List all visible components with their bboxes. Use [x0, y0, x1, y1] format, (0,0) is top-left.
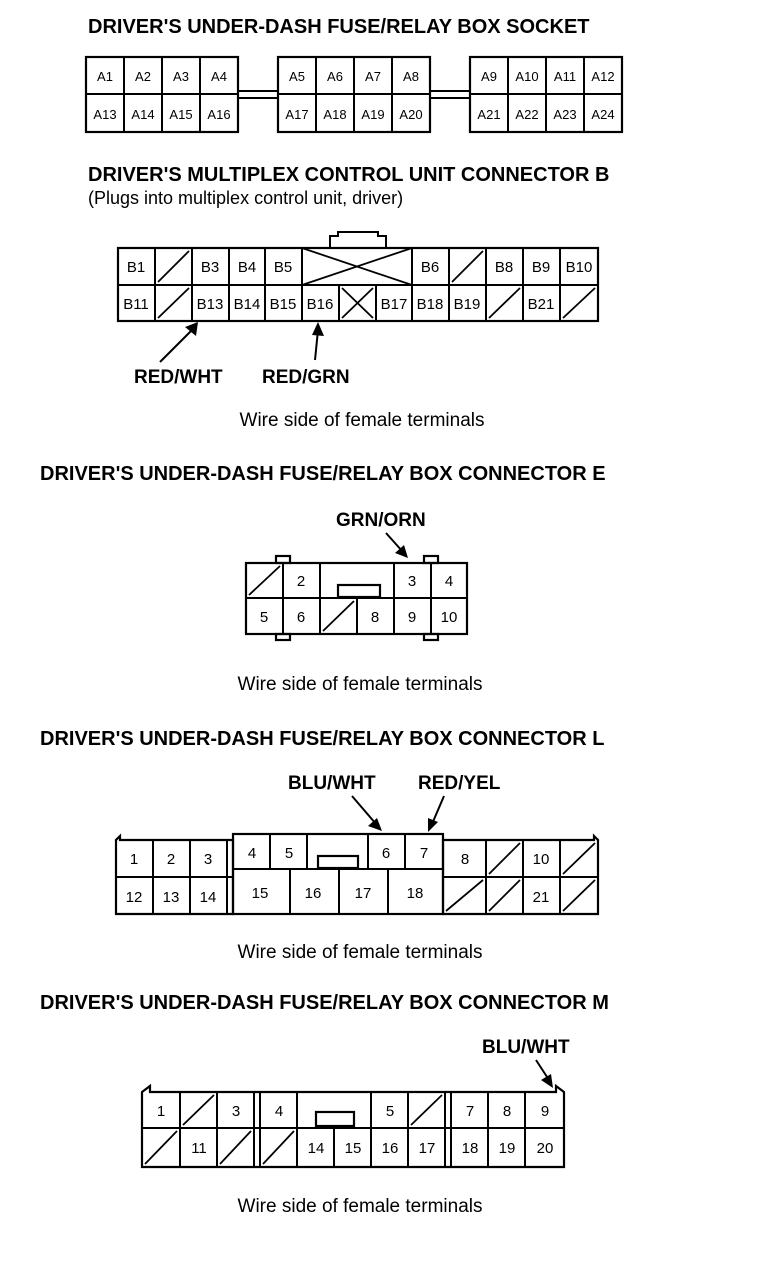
pin-b1: B1	[126, 259, 146, 276]
pin-l22-unused	[563, 880, 595, 911]
connector-e-pins	[260, 573, 458, 626]
wire-label-red-wht: RED/WHT	[134, 367, 223, 388]
pin-l10: 10	[532, 851, 550, 868]
pin-m12-unused	[220, 1131, 251, 1164]
pin-e6: 6	[296, 609, 306, 626]
pin-e8: 8	[370, 609, 380, 626]
pin-a4: A4	[211, 69, 227, 84]
pin-m17: 17	[418, 1140, 436, 1157]
pin-b5: B5	[273, 259, 293, 276]
pin-m4: 4	[274, 1103, 284, 1120]
pin-a9: A9	[481, 69, 497, 84]
pin-l14: 14	[199, 889, 217, 906]
pin-b20-unused	[489, 288, 520, 318]
connector-e-wire-arrow	[386, 533, 408, 558]
pin-e7-unused	[323, 601, 354, 631]
pin-e1-unused	[249, 566, 280, 595]
connector-l-caption: Wire side of female terminals	[237, 942, 483, 963]
pin-m13-unused	[263, 1131, 294, 1164]
connector-m-wire-arrow	[536, 1060, 553, 1088]
pin-l3: 3	[203, 851, 213, 868]
pin-b9: B9	[531, 259, 551, 276]
pin-m16: 16	[381, 1140, 399, 1157]
pin-m3: 3	[231, 1103, 241, 1120]
pin-a19: A19	[361, 107, 385, 122]
pin-l17: 17	[354, 885, 372, 902]
pin-m9: 9	[540, 1103, 550, 1120]
pin-a5: A5	[289, 69, 305, 84]
pin-m15: 15	[344, 1140, 362, 1157]
connector-l-wire-arrows	[352, 796, 444, 832]
connector-m-caption: Wire side of female terminals	[237, 1196, 483, 1217]
pin-l11-unused	[563, 843, 595, 874]
pin-a3: A3	[173, 69, 189, 84]
pin-l1: 1	[129, 851, 139, 868]
pin-b10: B10	[565, 259, 593, 276]
wire-label-red-grn: RED/GRN	[262, 367, 350, 388]
pin-l19-unused	[446, 880, 483, 911]
pin-a13: A13	[93, 107, 117, 122]
pin-m2-unused	[183, 1095, 214, 1125]
connector-e-title: DRIVER'S UNDER-DASH FUSE/RELAY BOX CONNECTOR E	[40, 463, 606, 485]
pin-l8: 8	[460, 851, 470, 868]
socket-a-bridge-1	[238, 91, 278, 98]
connector-b-wire-arrows	[160, 322, 324, 362]
pin-m10-unused	[145, 1131, 177, 1164]
pin-a21: A21	[477, 107, 501, 122]
pin-a22: A22	[515, 107, 539, 122]
pin-l20-unused	[489, 880, 520, 911]
pin-m20: 20	[536, 1140, 554, 1157]
pin-a18: A18	[323, 107, 347, 122]
pin-m6-unused	[411, 1095, 442, 1125]
wire-label-blu-wht-l: BLU/WHT	[288, 773, 376, 794]
pin-a20: A20	[399, 107, 423, 122]
pin-b6: B6	[420, 259, 440, 276]
pin-b19: B19	[453, 296, 481, 313]
pin-b7-unused	[452, 251, 483, 282]
socket-a-bridge-2	[430, 91, 470, 98]
pin-a10: A10	[515, 69, 539, 84]
pin-l4: 4	[247, 845, 257, 862]
connector-m-title: DRIVER'S UNDER-DASH FUSE/RELAY BOX CONNECTOR M	[40, 992, 609, 1014]
connector-e-caption: Wire side of female terminals	[237, 674, 483, 695]
pin-e9: 9	[407, 609, 417, 626]
connector-b-subtitle: (Plugs into multiplex control unit, driver)	[88, 188, 404, 208]
pin-l2: 2	[166, 851, 176, 868]
pin-l7: 7	[419, 845, 429, 862]
wire-label-grn-orn: GRN/ORN	[336, 510, 426, 531]
pin-a8: A8	[403, 69, 419, 84]
pin-a6: A6	[327, 69, 343, 84]
pin-a14: A14	[131, 107, 155, 122]
pin-a24: A24	[591, 107, 615, 122]
pin-b13: B13	[196, 296, 224, 313]
pin-b11: B11	[123, 296, 149, 313]
pin-l5: 5	[284, 845, 294, 862]
pin-b14: B14	[233, 296, 261, 313]
pin-l12: 12	[125, 889, 143, 906]
pin-a7: A7	[365, 69, 381, 84]
pin-l21: 21	[532, 889, 550, 906]
pin-a2: A2	[135, 69, 151, 84]
wire-label-red-yel: RED/YEL	[418, 773, 501, 794]
pin-b18: B18	[416, 296, 444, 313]
pin-m11: 11	[191, 1140, 207, 1157]
connector-b-housing	[118, 232, 598, 321]
pin-e10: 10	[440, 609, 458, 626]
pin-a16: A16	[207, 107, 231, 122]
pin-a15: A15	[169, 107, 193, 122]
pin-a23: A23	[553, 107, 577, 122]
pin-l6: 6	[381, 845, 391, 862]
pin-m5: 5	[385, 1103, 395, 1120]
pin-b2-unused	[158, 251, 189, 282]
socket-a-title: DRIVER'S UNDER-DASH FUSE/RELAY BOX SOCKET	[88, 16, 590, 38]
pin-b15: B15	[269, 296, 297, 313]
socket-a-right-block	[470, 57, 622, 132]
pin-b22-unused	[563, 288, 595, 318]
pin-a17: A17	[285, 107, 309, 122]
socket-a-left-block	[86, 57, 238, 132]
pin-l15: 15	[251, 885, 269, 902]
pin-l9-unused	[489, 843, 520, 874]
pin-a12: A12	[591, 69, 615, 84]
pin-e2: 2	[296, 573, 306, 590]
connector-l-housing	[116, 834, 598, 914]
pin-a1: A1	[97, 69, 113, 84]
pin-b8: B8	[494, 259, 514, 276]
wire-label-blu-wht-m: BLU/WHT	[482, 1037, 570, 1058]
pin-l13: 13	[162, 889, 180, 906]
pin-l16: 16	[304, 885, 322, 902]
pin-m14: 14	[307, 1140, 325, 1157]
pin-m18: 18	[461, 1140, 479, 1157]
pin-m7: 7	[465, 1103, 475, 1120]
connector-e-housing	[246, 556, 467, 640]
pin-m8: 8	[502, 1103, 512, 1120]
pin-b4: B4	[237, 259, 257, 276]
pin-b21: B21	[527, 296, 555, 313]
pin-a11: A11	[553, 69, 577, 84]
pin-m1: 1	[156, 1103, 166, 1120]
pin-e4: 4	[444, 573, 454, 590]
pin-l18: 18	[406, 885, 424, 902]
connector-b-title: DRIVER'S MULTIPLEX CONTROL UNIT CONNECTOR B	[88, 164, 610, 186]
pin-b17: B17	[380, 296, 408, 313]
pin-b3: B3	[200, 259, 220, 276]
pin-b12-unused	[158, 288, 189, 318]
socket-a-middle-block	[278, 57, 430, 132]
pin-b16: B16	[306, 296, 334, 313]
pin-e5: 5	[259, 609, 269, 626]
pin-m19: 19	[498, 1140, 516, 1157]
connector-b-caption: Wire side of female terminals	[239, 410, 485, 431]
pin-e3: 3	[407, 573, 417, 590]
connector-l-title: DRIVER'S UNDER-DASH FUSE/RELAY BOX CONNECTOR L	[40, 728, 605, 750]
